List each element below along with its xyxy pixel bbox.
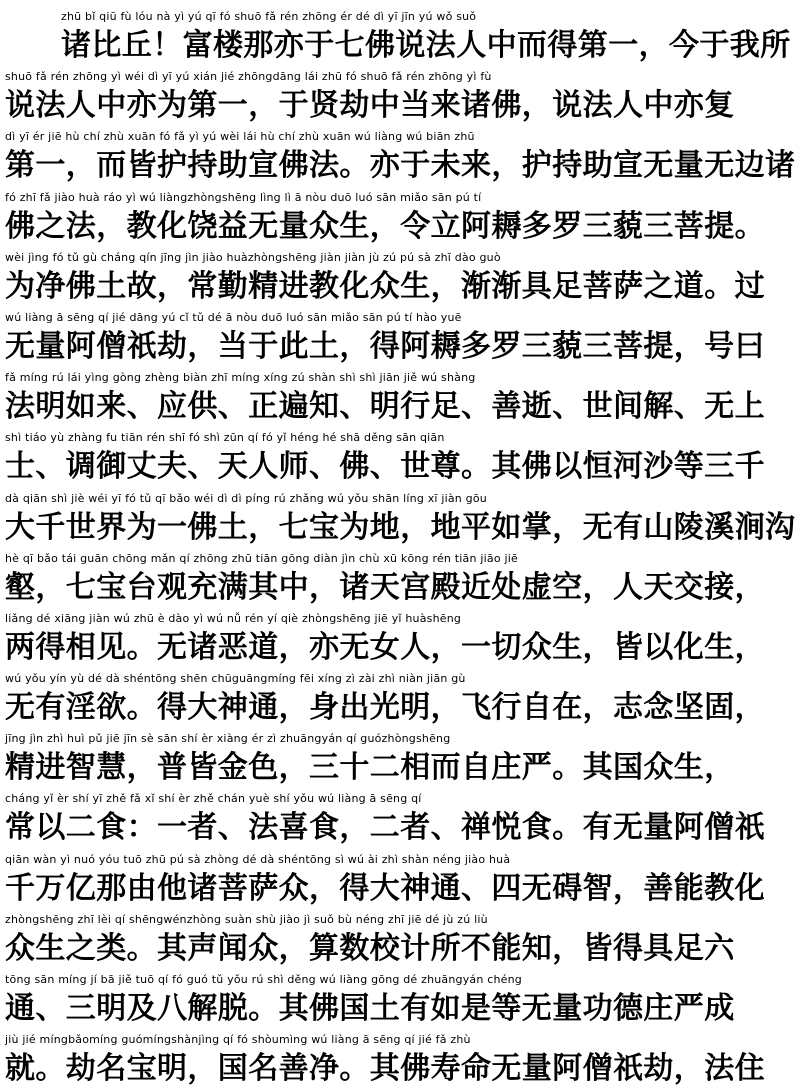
pinyin-annotation: fó zhī fǎ jiào huà ráo yì wú liàngzhòngshēng lìng lì ā nòu duō luó sān miǎo sān pú tí	[5, 190, 482, 204]
text-line-14	[5, 790, 765, 850]
text-line-15	[5, 851, 765, 911]
text-line-11	[5, 610, 765, 670]
pinyin-annotation: zhòngshēng zhī lèi qí shēngwénzhòng suàn shù jiào jì suǒ bù néng zhī jiē dé jù zú liù	[5, 912, 488, 926]
chinese-text: 两得相见。无诸恶道，亦无女人，一切众生，皆以化生，	[5, 629, 765, 665]
pinyin-annotation: shuō fǎ rén zhōng yì wéi dì yī yú xián jié zhōngdāng lái zhū fó shuō fǎ rén zhōng yì fù	[5, 70, 492, 84]
text-line-10	[5, 550, 765, 610]
chinese-text: 众生之类。其声闻众，算数校计所不能知，皆得具足六	[5, 930, 735, 966]
pinyin-annotation: qiān wàn yì nuó yóu tuō zhū pú sà zhòng dé dà shéntōng sì wú ài zhì shàn néng jiào huà	[5, 852, 511, 866]
text-line-8	[5, 429, 765, 489]
text-line-2	[5, 68, 735, 128]
chinese-text: 士、调御丈夫、天人师、佛、世尊。其佛以恒河沙等三千	[5, 449, 765, 485]
chinese-text: 诸比丘！富楼那亦于七佛说法人中而得第一，今于我所	[61, 28, 791, 63]
pinyin-annotation: wèi jìng fó tǔ gù cháng qín jīng jìn jiào huàzhòngshēng jiàn jiàn jù zú pú sà zhī dào guò	[5, 250, 501, 264]
text-line-17	[5, 971, 735, 1031]
chinese-text: 法明如来、应供、正遍知、明行足、善逝、世间解、无上	[5, 389, 765, 425]
text-line-16	[5, 911, 735, 971]
text-line-4	[5, 189, 765, 249]
pinyin-annotation: tōng sān míng jí bā jiě tuō qí fó guó tǔ yǒu rú shì děng wú liàng gōng dé zhuāngyán chéng	[5, 973, 522, 986]
chinese-text: 为净佛土故，常勤精进教化众生，渐渐具足菩萨之道。过	[5, 268, 765, 304]
chinese-text: 就。劫名宝明，国名善净。其佛寿命无量阿僧祇劫，法住	[5, 1051, 765, 1087]
chinese-text: 第一，而皆护持助宣佛法。亦于未来，护持助宣无量无边诸	[5, 148, 795, 184]
chinese-text: 常以二食：一者、法喜食，二者、禅悦食。有无量阿僧祇	[5, 810, 765, 846]
text-line-1	[5, 8, 791, 68]
chinese-text: 大千世界为一佛土，七宝为地，地平如掌，无有山陵溪涧沟	[5, 509, 795, 545]
chinese-text: 无量阿僧祇劫，当于此土，得阿耨多罗三藐三菩提，号曰	[5, 328, 765, 364]
text-line-6	[5, 309, 765, 369]
text-line-7	[5, 369, 765, 429]
text-line-13	[5, 730, 735, 790]
pinyin-annotation: fǎ míng rú lái yìng gòng zhèng biàn zhī míng xíng zú shàn shì shì jiān jiě wú shàng	[5, 371, 476, 385]
chinese-text: 通、三明及八解脱。其佛国土有如是等无量功德庄严成	[5, 991, 735, 1026]
pinyin-annotation: dà qiān shì jiè wéi yī fó tǔ qī bǎo wéi dì dì píng rú zhǎng wú yǒu shān líng xī jiàn gōu	[5, 491, 487, 505]
pinyin-annotation: liǎng dé xiāng jiàn wú zhū è dào yì wú nǚ rén yí qiè zhòngshēng jiē yǐ huàshēng	[5, 611, 462, 625]
chinese-text: 千万亿那由他诸菩萨众，得大神通、四无碍智，善能教化	[5, 870, 765, 906]
chinese-text: 佛之法，教化饶益无量众生，令立阿耨多罗三藐三菩提。	[5, 208, 765, 244]
text-line-3	[5, 128, 795, 188]
text-line-9	[5, 490, 795, 550]
pinyin-annotation: wú liàng ā sēng qí jié dāng yú cǐ tǔ dé ā nòu duō luó sān miǎo sān pú tí hào yuē	[5, 310, 462, 324]
pinyin-annotation: jiù jié míngbǎomíng guómíngshànjìng qí fó shòumìng wú liàng ā sēng qí jié fǎ zhù	[5, 1033, 471, 1047]
chinese-text: 无有淫欲。得大神通，身出光明，飞行自在，志念坚固，	[5, 690, 765, 726]
text-line-5	[5, 249, 765, 309]
chinese-text: 说法人中亦为第一，于贤劫中当来诸佛，说法人中亦复	[5, 88, 735, 124]
pinyin-annotation: cháng yǐ èr shí yī zhě fǎ xǐ shí èr zhě chán yuè shí yǒu wú liàng ā sēng qí	[5, 792, 422, 806]
chinese-text: 壑，七宝台观充满其中，诸天宫殿近处虚空，人天交接，	[5, 569, 765, 605]
pinyin-annotation: shì tiáo yù zhàng fu tiān rén shī fó shì zūn qí fó yǐ héng hé shā děng sān qiān	[5, 431, 445, 445]
pinyin-annotation: dì yī ér jiē hù chí zhù xuān fó fǎ yì yú wèi lái hù chí zhù xuān wú liàng wú biān zhū	[5, 130, 475, 144]
chinese-text: 精进智慧，普皆金色，三十二相而自庄严。其国众生，	[5, 750, 735, 786]
pinyin-annotation: zhū bǐ qiū fù lóu nà yì yú qī fó shuō fǎ rén zhōng ér dé dì yī jīn yú wǒ suǒ	[61, 10, 477, 23]
text-line-12	[5, 670, 765, 730]
pinyin-annotation: jīng jìn zhì huì pǔ jiē jīn sè sān shí èr xiàng ér zì zhuāngyán qí guózhòngshēng	[5, 732, 451, 746]
pinyin-annotation: hè qī bǎo tái guān chōng mǎn qí zhōng zhū tiān gōng diàn jìn chù xū kōng rén tiān jiāo jiē	[5, 551, 518, 565]
pinyin-annotation: wú yǒu yín yù dé dà shéntōng shēn chūguāngmíng fēi xíng zì zài zhì niàn jiān gù	[5, 672, 466, 686]
text-line-18	[5, 1031, 765, 1091]
